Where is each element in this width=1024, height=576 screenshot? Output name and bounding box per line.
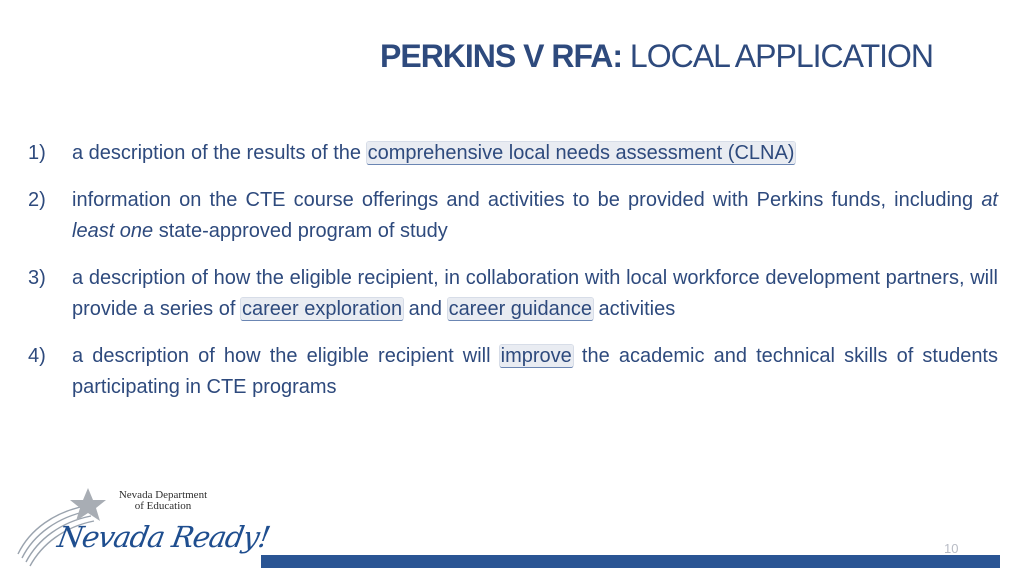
item-text-mid: and (403, 298, 448, 320)
list-item-4 (28, 341, 998, 403)
list-item-1 (28, 138, 998, 169)
item-number: 3) (28, 267, 46, 289)
list-item-3 (28, 263, 998, 325)
logo-script-text: Nevada Ready! (55, 520, 273, 554)
item-text: a description of how the eligible recipient, in collaboration with local workforce development partners, will provide a series of (72, 267, 998, 320)
page-number: 10 (944, 541, 959, 556)
item-number: 1) (28, 142, 46, 164)
item-text: a description of how the eligible recipient will (72, 345, 500, 367)
item-text-end: state-approved program of study (153, 220, 448, 242)
career-exploration-link[interactable]: career exploration (241, 298, 403, 320)
emphasis-text: at least one (72, 189, 998, 242)
career-guidance-link[interactable]: career guidance (448, 298, 592, 320)
title-rest: LOCAL APPLICATION (629, 38, 934, 74)
logo-department-text: Nevada Department of Education (118, 489, 208, 512)
item-number: 4) (28, 345, 46, 367)
clna-link[interactable]: comprehensive local needs assessment (CLNA) (367, 142, 795, 164)
item-number: 2) (28, 189, 46, 211)
requirements-list (28, 138, 998, 419)
footer-bar (261, 555, 1000, 568)
title-bold: PERKINS V RFA: (380, 38, 623, 74)
list-item-2 (28, 185, 998, 247)
slide-title (380, 38, 933, 75)
item-text: information on the CTE course offerings and activities to be provided with Perkins funds, including (72, 189, 982, 211)
item-text: a description of the results of the (72, 142, 367, 164)
item-text-end: the academic and technical skills of students participating in CTE programs (72, 345, 998, 398)
improve-link[interactable]: improve (500, 345, 572, 367)
item-text-end: activities (593, 298, 676, 320)
